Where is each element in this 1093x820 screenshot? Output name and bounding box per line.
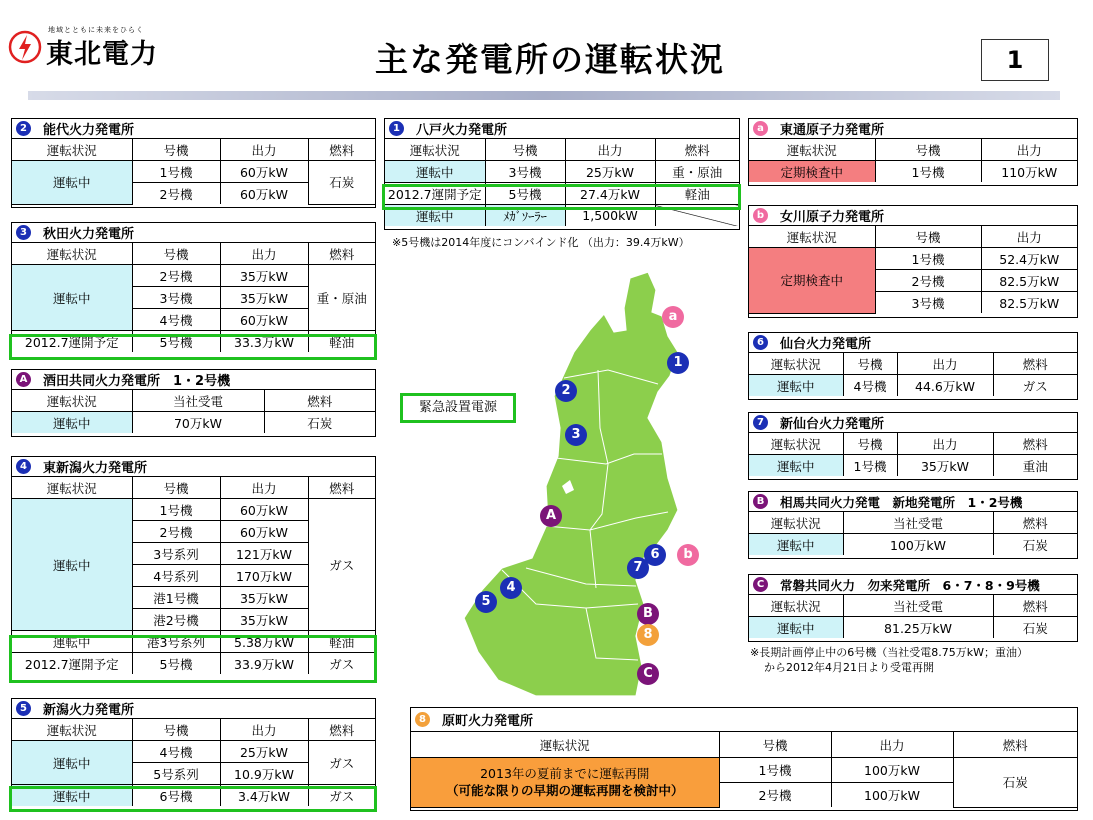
header-cell: 号機 bbox=[843, 433, 897, 455]
header-cell: 運転状況 bbox=[385, 139, 485, 161]
station-name: 八戸火力発電所 bbox=[416, 123, 508, 138]
table-header-row bbox=[749, 353, 1077, 375]
unit-cell: 4号機 bbox=[132, 309, 220, 331]
map-marker-5: 5 bbox=[475, 591, 497, 613]
header-cell: 運転状況 bbox=[12, 477, 132, 499]
status-cell: 2012.7運開予定 bbox=[12, 653, 132, 675]
station-badge: 5 bbox=[16, 701, 31, 716]
table-header-row bbox=[749, 512, 1077, 534]
joban-note-line-1: ※長期計画停止中の6号機（当社受電8.75万kW；重油） bbox=[750, 646, 1028, 659]
station-name: 東通原子力発電所 bbox=[780, 123, 885, 138]
table-row bbox=[12, 412, 375, 434]
station-table bbox=[411, 732, 1077, 808]
unit-cell: 港1号機 bbox=[132, 587, 220, 609]
unit-cell: 1号機 bbox=[843, 455, 897, 477]
fuel-cell: 重・原油 bbox=[655, 161, 739, 183]
output-cell: 100万kW bbox=[831, 758, 953, 783]
table-header-row bbox=[411, 732, 1077, 758]
unit-cell: 1号機 bbox=[132, 499, 220, 521]
table-header-row bbox=[749, 226, 1077, 248]
company-logo bbox=[8, 22, 178, 72]
received-cell: 81.25万kW bbox=[843, 617, 993, 639]
panel-header bbox=[12, 370, 375, 390]
unit-cell: 3号機 bbox=[485, 161, 565, 183]
fuel-cell: ガス bbox=[308, 499, 375, 631]
output-cell: 44.6万kW bbox=[897, 375, 993, 397]
header-cell: 号機 bbox=[875, 139, 981, 161]
station-name: 仙台火力発電所 bbox=[780, 337, 872, 352]
station-table bbox=[749, 226, 1077, 314]
unit-cell: 港3号系列 bbox=[132, 631, 220, 653]
table-header-row bbox=[12, 390, 375, 412]
unit-cell: 2号機 bbox=[875, 270, 981, 292]
output-cell: 35万kW bbox=[220, 287, 308, 309]
panel-header bbox=[12, 699, 375, 719]
table-row bbox=[12, 265, 375, 287]
panel-header bbox=[12, 223, 375, 243]
header-cell: 運転状況 bbox=[12, 390, 132, 412]
panel-header bbox=[749, 492, 1077, 512]
unit-cell: 5号機 bbox=[132, 653, 220, 675]
output-cell: 25万kW bbox=[565, 161, 655, 183]
status-cell: 運転中 bbox=[12, 741, 132, 785]
station-table bbox=[749, 512, 1077, 555]
output-cell: 3.4万kW bbox=[220, 785, 308, 807]
map-marker-B: B bbox=[637, 603, 659, 625]
logo-tagline: 地域とともに未来をひらく bbox=[48, 26, 144, 34]
table-row bbox=[749, 617, 1077, 639]
station-badge: A bbox=[16, 372, 31, 387]
unit-cell: ﾒｶﾞｿｰﾗｰ bbox=[485, 205, 565, 227]
sakata-panel bbox=[11, 369, 376, 437]
station-name: 新潟火力発電所 bbox=[43, 703, 135, 718]
onagawa-panel bbox=[748, 205, 1078, 318]
header-cell: 運転状況 bbox=[749, 353, 843, 375]
highlight-box bbox=[9, 786, 377, 812]
unit-cell: 港2号機 bbox=[132, 609, 220, 631]
unit-cell: 1号機 bbox=[719, 758, 831, 783]
status-cell: 運転中 bbox=[385, 205, 485, 227]
output-cell: 170万kW bbox=[220, 565, 308, 587]
header-cell: 出力 bbox=[981, 226, 1077, 248]
header-cell: 号機 bbox=[875, 226, 981, 248]
fuel-cell: 軽油 bbox=[308, 331, 375, 353]
map-marker-6: 6 bbox=[644, 544, 666, 566]
header-cell: 運転状況 bbox=[749, 226, 875, 248]
station-name: 原町火力発電所 bbox=[442, 714, 534, 729]
station-badge: 3 bbox=[16, 225, 31, 240]
header-cell: 号機 bbox=[843, 353, 897, 375]
header-cell: 運転状況 bbox=[749, 139, 875, 161]
lightning-logo-icon bbox=[8, 30, 42, 64]
table-header-row bbox=[12, 477, 375, 499]
output-cell: 60万kW bbox=[220, 183, 308, 205]
fuel-cell: 石炭 bbox=[993, 617, 1077, 639]
output-cell: 60万kW bbox=[220, 499, 308, 521]
status-cell: 運転中 bbox=[12, 412, 132, 434]
table-row bbox=[12, 741, 375, 763]
header-cell: 燃料 bbox=[308, 243, 375, 265]
status-cell: 運転中 bbox=[749, 534, 843, 556]
highlight-box bbox=[382, 184, 741, 210]
panel-header bbox=[749, 575, 1077, 595]
station-name: 秋田火力発電所 bbox=[43, 227, 135, 242]
page-title: 主な発電所の運転状況 bbox=[375, 40, 725, 79]
header-cell: 号機 bbox=[132, 243, 220, 265]
header-cell: 燃料 bbox=[993, 353, 1077, 375]
unit-cell: 1号機 bbox=[875, 161, 981, 183]
station-table bbox=[385, 139, 739, 226]
output-cell: 110万kW bbox=[981, 161, 1077, 183]
noshiro-panel bbox=[11, 118, 376, 208]
station-badge: 8 bbox=[415, 712, 430, 727]
station-table bbox=[12, 139, 375, 205]
panel-header bbox=[411, 708, 1077, 732]
panel-header bbox=[749, 119, 1077, 139]
fuel-cell: 石炭 bbox=[308, 161, 375, 205]
output-cell: 5.38万kW bbox=[220, 631, 308, 653]
unit-cell: 2号機 bbox=[132, 265, 220, 287]
header-cell: 運転状況 bbox=[12, 243, 132, 265]
unit-cell: 2号機 bbox=[132, 521, 220, 543]
status-cell: 運転中 bbox=[749, 617, 843, 639]
output-cell: 35万kW bbox=[220, 587, 308, 609]
unit-cell: 2号機 bbox=[719, 783, 831, 808]
output-cell: 10.9万kW bbox=[220, 763, 308, 785]
higashidori-panel bbox=[748, 118, 1078, 186]
unit-cell: 5号系列 bbox=[132, 763, 220, 785]
panel-header bbox=[749, 206, 1077, 226]
output-cell: 35万kW bbox=[897, 455, 993, 477]
map-marker-b: b bbox=[677, 544, 699, 566]
output-cell: 25万kW bbox=[220, 741, 308, 763]
header-cell: 出力 bbox=[220, 139, 308, 161]
table-header-row bbox=[749, 139, 1077, 161]
map-marker-C: C bbox=[637, 663, 659, 685]
station-name: 能代火力発電所 bbox=[43, 123, 135, 138]
fuel-cell: 石炭 bbox=[953, 758, 1077, 808]
header-cell: 出力 bbox=[897, 433, 993, 455]
table-row bbox=[12, 499, 375, 521]
output-cell: 35万kW bbox=[220, 609, 308, 631]
unit-cell: 3号系列 bbox=[132, 543, 220, 565]
unit-cell: 4号機 bbox=[843, 375, 897, 397]
header-cell: 燃料 bbox=[308, 477, 375, 499]
hachinohe-note: ※5号機は2014年度にコンバインド化 （出力：39.4万kW） bbox=[392, 236, 690, 249]
status-cell: 運転中 bbox=[12, 785, 132, 807]
fuel-cell: 重油 bbox=[993, 455, 1077, 477]
unit-cell: 5号機 bbox=[485, 183, 565, 205]
table-header-row bbox=[12, 139, 375, 161]
output-cell: 82.5万kW bbox=[981, 292, 1077, 314]
header-cell: 燃料 bbox=[308, 139, 375, 161]
header-cell: 出力 bbox=[220, 719, 308, 741]
station-badge: B bbox=[753, 494, 768, 509]
output-cell: 33.3万kW bbox=[220, 331, 308, 353]
map-marker-4: 4 bbox=[500, 577, 522, 599]
header-cell: 当社受電 bbox=[843, 512, 993, 534]
header-cell: 当社受電 bbox=[132, 390, 264, 412]
table-header-row bbox=[12, 243, 375, 265]
unit-cell: 4号系列 bbox=[132, 565, 220, 587]
station-name: 常磐共同火力 勿来発電所 6・7・8・9号機 bbox=[780, 577, 1040, 593]
header-cell: 燃料 bbox=[993, 433, 1077, 455]
logo-name: 東北電力 bbox=[46, 39, 158, 70]
map-marker-3: 3 bbox=[565, 424, 587, 446]
header-cell: 号機 bbox=[132, 139, 220, 161]
header-divider bbox=[28, 91, 1060, 100]
unit-cell: 1号機 bbox=[875, 248, 981, 270]
status-line-1: 2013年の夏前までに運転再開 bbox=[480, 766, 650, 782]
highlight-box bbox=[9, 334, 377, 360]
status-cell: 2012.7運開予定 bbox=[385, 183, 485, 205]
status-cell: 運転中 bbox=[12, 161, 132, 205]
status-cell: 運転中 bbox=[385, 161, 485, 183]
status-cell bbox=[411, 758, 719, 808]
unit-cell: 4号機 bbox=[132, 741, 220, 763]
received-cell: 100万kW bbox=[843, 534, 993, 556]
fuel-cell: 石炭 bbox=[993, 534, 1077, 556]
joban-note-line-2: から2012年4月21日より受電再開 bbox=[764, 661, 934, 674]
output-cell: 121万kW bbox=[220, 543, 308, 565]
status-cell: 運転中 bbox=[12, 265, 132, 331]
status-cell: 定期検査中 bbox=[749, 161, 875, 183]
output-cell: 27.4万kW bbox=[565, 183, 655, 205]
table-row bbox=[749, 161, 1077, 183]
unit-cell: 3号機 bbox=[875, 292, 981, 314]
table-row bbox=[749, 534, 1077, 556]
status-cell: 定期検査中 bbox=[749, 248, 875, 314]
header-cell: 出力 bbox=[897, 353, 993, 375]
table-row bbox=[749, 455, 1077, 477]
table-row bbox=[749, 248, 1077, 270]
status-cell: 運転中 bbox=[749, 375, 843, 397]
station-table bbox=[12, 390, 375, 433]
fuel-cell: ガス bbox=[308, 785, 375, 807]
fuel-cell: 軽油 bbox=[655, 183, 739, 205]
panel-header bbox=[749, 333, 1077, 353]
header-cell: 運転状況 bbox=[12, 139, 132, 161]
header-cell: 燃料 bbox=[953, 732, 1077, 758]
header-cell: 運転状況 bbox=[749, 595, 843, 617]
page-number: 1 bbox=[981, 39, 1049, 81]
panel-header bbox=[12, 119, 375, 139]
table-row bbox=[411, 758, 1077, 783]
table-row bbox=[12, 161, 375, 183]
map-marker-A: A bbox=[540, 505, 562, 527]
shin-sendai-panel bbox=[748, 412, 1078, 480]
output-cell: 52.4万kW bbox=[981, 248, 1077, 270]
header-cell: 運転状況 bbox=[749, 512, 843, 534]
haramachi-panel bbox=[410, 707, 1078, 811]
header-cell: 当社受電 bbox=[843, 595, 993, 617]
status-cell: 2012.7運開予定 bbox=[12, 331, 132, 353]
unit-cell: 6号機 bbox=[132, 785, 220, 807]
output-cell: 60万kW bbox=[220, 161, 308, 183]
highlight-box bbox=[9, 635, 377, 683]
table-header-row bbox=[385, 139, 739, 161]
station-badge: C bbox=[753, 577, 768, 592]
output-cell: 60万kW bbox=[220, 521, 308, 543]
panel-header bbox=[749, 413, 1077, 433]
output-cell: 35万kW bbox=[220, 265, 308, 287]
header-cell: 燃料 bbox=[308, 719, 375, 741]
station-name: 女川原子力発電所 bbox=[780, 210, 885, 225]
header-cell: 出力 bbox=[981, 139, 1077, 161]
status-line-2: （可能な限りの早期の運転再開を検討中） bbox=[445, 783, 684, 799]
hachinohe-panel bbox=[384, 118, 740, 230]
station-name: 相馬共同火力発電 新地発電所 1・2号機 bbox=[780, 494, 1023, 510]
station-badge: 6 bbox=[753, 335, 768, 350]
status-cell: 運転中 bbox=[12, 631, 132, 653]
table-header-row bbox=[749, 433, 1077, 455]
station-badge: 7 bbox=[753, 415, 768, 430]
header-cell: 燃料 bbox=[264, 390, 375, 412]
header-cell: 号機 bbox=[485, 139, 565, 161]
station-name: 新仙台火力発電所 bbox=[780, 417, 885, 432]
fuel-cell: ガス bbox=[993, 375, 1077, 397]
joban-panel bbox=[748, 574, 1078, 642]
sendai-panel bbox=[748, 332, 1078, 400]
panel-header bbox=[385, 119, 739, 139]
header-cell: 出力 bbox=[565, 139, 655, 161]
fuel-cell: ガス bbox=[308, 653, 375, 675]
panel-header bbox=[12, 457, 375, 477]
status-cell: 運転中 bbox=[12, 499, 132, 631]
fuel-cell: 軽油 bbox=[308, 631, 375, 653]
map-marker-1: 1 bbox=[667, 352, 689, 374]
station-badge: a bbox=[753, 121, 768, 136]
header-cell: 燃料 bbox=[993, 512, 1077, 534]
status-cell: 運転中 bbox=[749, 455, 843, 477]
header-cell: 出力 bbox=[831, 732, 953, 758]
station-name: 酒田共同火力発電所 1・2号機 bbox=[43, 374, 231, 389]
fuel-cell: 重・原油 bbox=[308, 265, 375, 331]
station-table bbox=[749, 433, 1077, 476]
output-cell: 60万kW bbox=[220, 309, 308, 331]
map-marker-8: 8 bbox=[637, 624, 659, 646]
station-table bbox=[749, 353, 1077, 396]
header-cell: 燃料 bbox=[993, 595, 1077, 617]
header-cell: 運転状況 bbox=[12, 719, 132, 741]
station-table bbox=[749, 139, 1077, 182]
header-cell: 燃料 bbox=[655, 139, 739, 161]
table-row bbox=[385, 161, 739, 183]
station-badge: 4 bbox=[16, 459, 31, 474]
unit-cell: 5号機 bbox=[132, 331, 220, 353]
header-cell: 出力 bbox=[220, 243, 308, 265]
emergency-power-label: 緊急設置電源 bbox=[400, 393, 516, 423]
received-cell: 70万kW bbox=[132, 412, 264, 434]
table-row bbox=[749, 375, 1077, 397]
header-cell: 号機 bbox=[132, 477, 220, 499]
station-badge: 2 bbox=[16, 121, 31, 136]
map-marker-7: 7 bbox=[627, 557, 649, 579]
table-header-row bbox=[12, 719, 375, 741]
tohoku-map bbox=[386, 268, 756, 698]
output-cell: 100万kW bbox=[831, 783, 953, 808]
header-cell: 号機 bbox=[719, 732, 831, 758]
header-cell: 号機 bbox=[132, 719, 220, 741]
soma-panel bbox=[748, 491, 1078, 559]
station-badge: 1 bbox=[389, 121, 404, 136]
table-header-row bbox=[749, 595, 1077, 617]
unit-cell: 1号機 bbox=[132, 161, 220, 183]
fuel-cell: ガス bbox=[308, 741, 375, 785]
header-cell: 運転状況 bbox=[411, 732, 719, 758]
map-marker-2: 2 bbox=[555, 380, 577, 402]
header-cell: 出力 bbox=[220, 477, 308, 499]
output-cell: 82.5万kW bbox=[981, 270, 1077, 292]
fuel-cell: 石炭 bbox=[264, 412, 375, 434]
station-badge: b bbox=[753, 208, 768, 223]
unit-cell: 2号機 bbox=[132, 183, 220, 205]
map-marker-a: a bbox=[662, 306, 684, 328]
station-name: 東新潟火力発電所 bbox=[43, 461, 148, 476]
output-cell: 33.9万kW bbox=[220, 653, 308, 675]
header-cell: 運転状況 bbox=[749, 433, 843, 455]
station-table bbox=[749, 595, 1077, 638]
output-cell: 1,500kW bbox=[565, 205, 655, 227]
unit-cell: 3号機 bbox=[132, 287, 220, 309]
